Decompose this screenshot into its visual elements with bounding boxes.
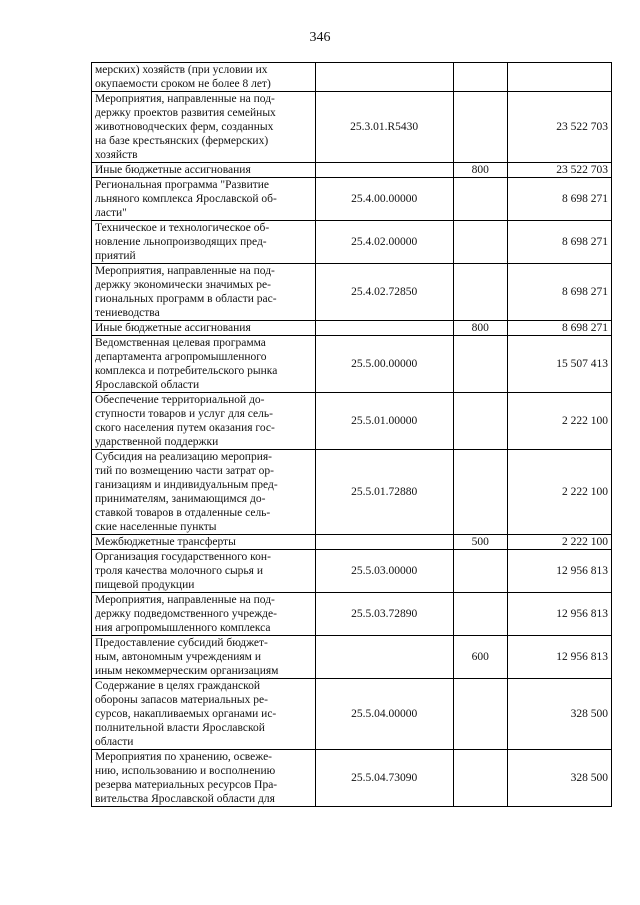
- table-row: [92, 450, 612, 535]
- row-name-cell: [92, 550, 316, 593]
- row-amount-cell: 23 522 703: [507, 92, 611, 163]
- table-row: [92, 264, 612, 321]
- row-code-cell: 25.5.04.00000: [315, 679, 453, 750]
- row-name-line: тениеводства: [95, 307, 160, 319]
- row-name-line: Ярославской области: [95, 379, 200, 391]
- row-name-line: Предоставление субсидий бюджет-: [95, 637, 268, 649]
- row-name-line: Мероприятия, направленные на под-: [95, 93, 275, 105]
- row-name-line: Обеспечение территориальной до-: [95, 394, 265, 406]
- table-row: [92, 221, 612, 264]
- row-amount-cell: 8 698 271: [507, 178, 611, 221]
- row-name-line: ступности товаров и услуг для сель-: [95, 408, 273, 420]
- row-name-cell: [92, 535, 316, 550]
- row-name-line: сурсов, накапливаемых органами ис-: [95, 708, 277, 720]
- row-name-line: троля качества молочного сырья и: [95, 565, 263, 577]
- row-amount-cell: 2 222 100: [507, 393, 611, 450]
- row-amount-cell: 328 500: [507, 679, 611, 750]
- row-name-cell: [92, 679, 316, 750]
- row-name-cell: [92, 593, 316, 636]
- row-amount-cell: [507, 63, 611, 92]
- row-expense-type-cell: [453, 221, 507, 264]
- row-name-line: хозяйств: [95, 149, 138, 161]
- budget-table-body: [92, 63, 612, 807]
- row-amount-cell: 2 222 100: [507, 450, 611, 535]
- row-expense-type-cell: [453, 63, 507, 92]
- row-name-line: Иные бюджетные ассигнования: [95, 322, 251, 334]
- row-name-line: Мероприятия по хранению, освеже-: [95, 751, 272, 763]
- row-expense-type-cell: [453, 450, 507, 535]
- row-name-line: вительства Ярославской области для: [95, 793, 275, 805]
- table-row: [92, 178, 612, 221]
- row-name-cell: [92, 264, 316, 321]
- row-amount-cell: 8 698 271: [507, 264, 611, 321]
- row-code-cell: 25.4.02.00000: [315, 221, 453, 264]
- row-name-cell: [92, 393, 316, 450]
- table-row: [92, 679, 612, 750]
- row-name-line: Межбюджетные трансферты: [95, 536, 236, 548]
- row-amount-cell: 8 698 271: [507, 221, 611, 264]
- row-name-line: Субсидия на реализацию мероприя-: [95, 451, 272, 463]
- table-row: [92, 92, 612, 163]
- row-name-line: полнительной власти Ярославской: [95, 722, 265, 734]
- row-name-line: приятий: [95, 250, 136, 262]
- row-name-line: пищевой продукции: [95, 579, 195, 591]
- row-code-cell: [315, 63, 453, 92]
- row-name-line: животноводческих ферм, созданных: [95, 121, 274, 133]
- row-code-cell: [315, 163, 453, 178]
- row-expense-type-cell: [453, 679, 507, 750]
- row-name-cell: [92, 92, 316, 163]
- table-row: [92, 750, 612, 807]
- row-code-cell: [315, 321, 453, 336]
- row-name-line: Мероприятия, направленные на под-: [95, 265, 275, 277]
- row-name-cell: [92, 63, 316, 92]
- row-expense-type-cell: [453, 264, 507, 321]
- row-name-line: держку проектов развития семейных: [95, 107, 276, 119]
- row-expense-type-cell: 800: [453, 163, 507, 178]
- row-name-line: держку подведомственного учрежде-: [95, 608, 277, 620]
- table-row: [92, 321, 612, 336]
- row-name-line: льняного комплекса Ярославской об-: [95, 193, 277, 205]
- row-name-line: нию, использованию и восполнению: [95, 765, 276, 777]
- row-name-line: ным, автономным учреждениям и: [95, 651, 261, 663]
- row-code-cell: 25.4.00.00000: [315, 178, 453, 221]
- row-amount-cell: 328 500: [507, 750, 611, 807]
- row-name-line: Иные бюджетные ассигнования: [95, 164, 251, 176]
- row-name-line: мерских) хозяйств (при условии их: [95, 64, 268, 76]
- row-name-cell: [92, 221, 316, 264]
- row-name-cell: [92, 750, 316, 807]
- row-expense-type-cell: 800: [453, 321, 507, 336]
- row-expense-type-cell: [453, 178, 507, 221]
- row-expense-type-cell: 500: [453, 535, 507, 550]
- row-amount-cell: 12 956 813: [507, 550, 611, 593]
- row-code-cell: [315, 535, 453, 550]
- row-name-line: окупаемости сроком не более 8 лет): [95, 78, 271, 90]
- row-name-cell: [92, 178, 316, 221]
- row-name-cell: [92, 321, 316, 336]
- row-name-line: тий по возмещению части затрат ор-: [95, 465, 274, 477]
- row-name-line: Содержание в целях гражданской: [95, 680, 260, 692]
- table-row: [92, 393, 612, 450]
- table-row: [92, 336, 612, 393]
- row-expense-type-cell: [453, 92, 507, 163]
- row-code-cell: [315, 636, 453, 679]
- row-name-line: на базе крестьянских (фермерских): [95, 135, 269, 147]
- row-name-line: ского населения путем оказания гос-: [95, 422, 275, 434]
- row-name-line: ские населенные пункты: [95, 521, 217, 533]
- row-code-cell: 25.5.01.72880: [315, 450, 453, 535]
- row-name-line: Ведомственная целевая программа: [95, 337, 266, 349]
- row-amount-cell: 12 956 813: [507, 593, 611, 636]
- row-name-line: комплекса и потребительского рынка: [95, 365, 278, 377]
- row-name-line: принимателям, занимающимся до-: [95, 493, 266, 505]
- row-code-cell: 25.5.00.00000: [315, 336, 453, 393]
- row-amount-cell: 8 698 271: [507, 321, 611, 336]
- row-name-line: ния агропромышленного комплекса: [95, 622, 271, 634]
- row-name-cell: [92, 450, 316, 535]
- row-expense-type-cell: [453, 336, 507, 393]
- table-row: [92, 163, 612, 178]
- row-name-line: Мероприятия, направленные на под-: [95, 594, 275, 606]
- row-name-line: иным некоммерческим организациям: [95, 665, 279, 677]
- row-expense-type-cell: [453, 393, 507, 450]
- row-code-cell: 25.5.03.00000: [315, 550, 453, 593]
- row-name-line: новление льнопроизводящих пред-: [95, 236, 267, 248]
- row-name-line: ударственной поддержки: [95, 436, 219, 448]
- row-expense-type-cell: 600: [453, 636, 507, 679]
- row-name-line: Техническое и технологическое об-: [95, 222, 270, 234]
- row-amount-cell: 12 956 813: [507, 636, 611, 679]
- row-name-line: ганизациям и индивидуальным пред-: [95, 479, 278, 491]
- row-amount-cell: 2 222 100: [507, 535, 611, 550]
- table-row: [92, 535, 612, 550]
- table-row: [92, 550, 612, 593]
- row-name-line: обороны запасов материальных ре-: [95, 694, 268, 706]
- row-name-line: Региональная программа "Развитие: [95, 179, 270, 191]
- table-row: [92, 63, 612, 92]
- row-name-line: гиональных программ в области рас-: [95, 293, 277, 305]
- row-name-line: держку экономически значимых ре-: [95, 279, 271, 291]
- row-name-cell: [92, 636, 316, 679]
- row-name-line: департамента агропромышленного: [95, 351, 267, 363]
- row-expense-type-cell: [453, 593, 507, 636]
- row-name-line: резерва материальных ресурсов Пра-: [95, 779, 278, 791]
- row-name-line: ставкой товаров в отдаленные сель-: [95, 507, 271, 519]
- row-name-line: ласти": [95, 207, 127, 219]
- row-name-cell: [92, 336, 316, 393]
- table-row: [92, 593, 612, 636]
- row-code-cell: 25.4.02.72850: [315, 264, 453, 321]
- row-name-line: области: [95, 736, 134, 748]
- row-code-cell: 25.5.04.73090: [315, 750, 453, 807]
- row-expense-type-cell: [453, 550, 507, 593]
- row-amount-cell: 15 507 413: [507, 336, 611, 393]
- row-code-cell: 25.3.01.R5430: [315, 92, 453, 163]
- row-name-line: Организация государственного кон-: [95, 551, 271, 563]
- page-number: 346: [309, 30, 331, 45]
- row-code-cell: 25.5.01.00000: [315, 393, 453, 450]
- table-row: [92, 636, 612, 679]
- budget-table: [91, 62, 612, 807]
- row-expense-type-cell: [453, 750, 507, 807]
- row-name-cell: [92, 163, 316, 178]
- row-code-cell: 25.5.03.72890: [315, 593, 453, 636]
- row-amount-cell: 23 522 703: [507, 163, 611, 178]
